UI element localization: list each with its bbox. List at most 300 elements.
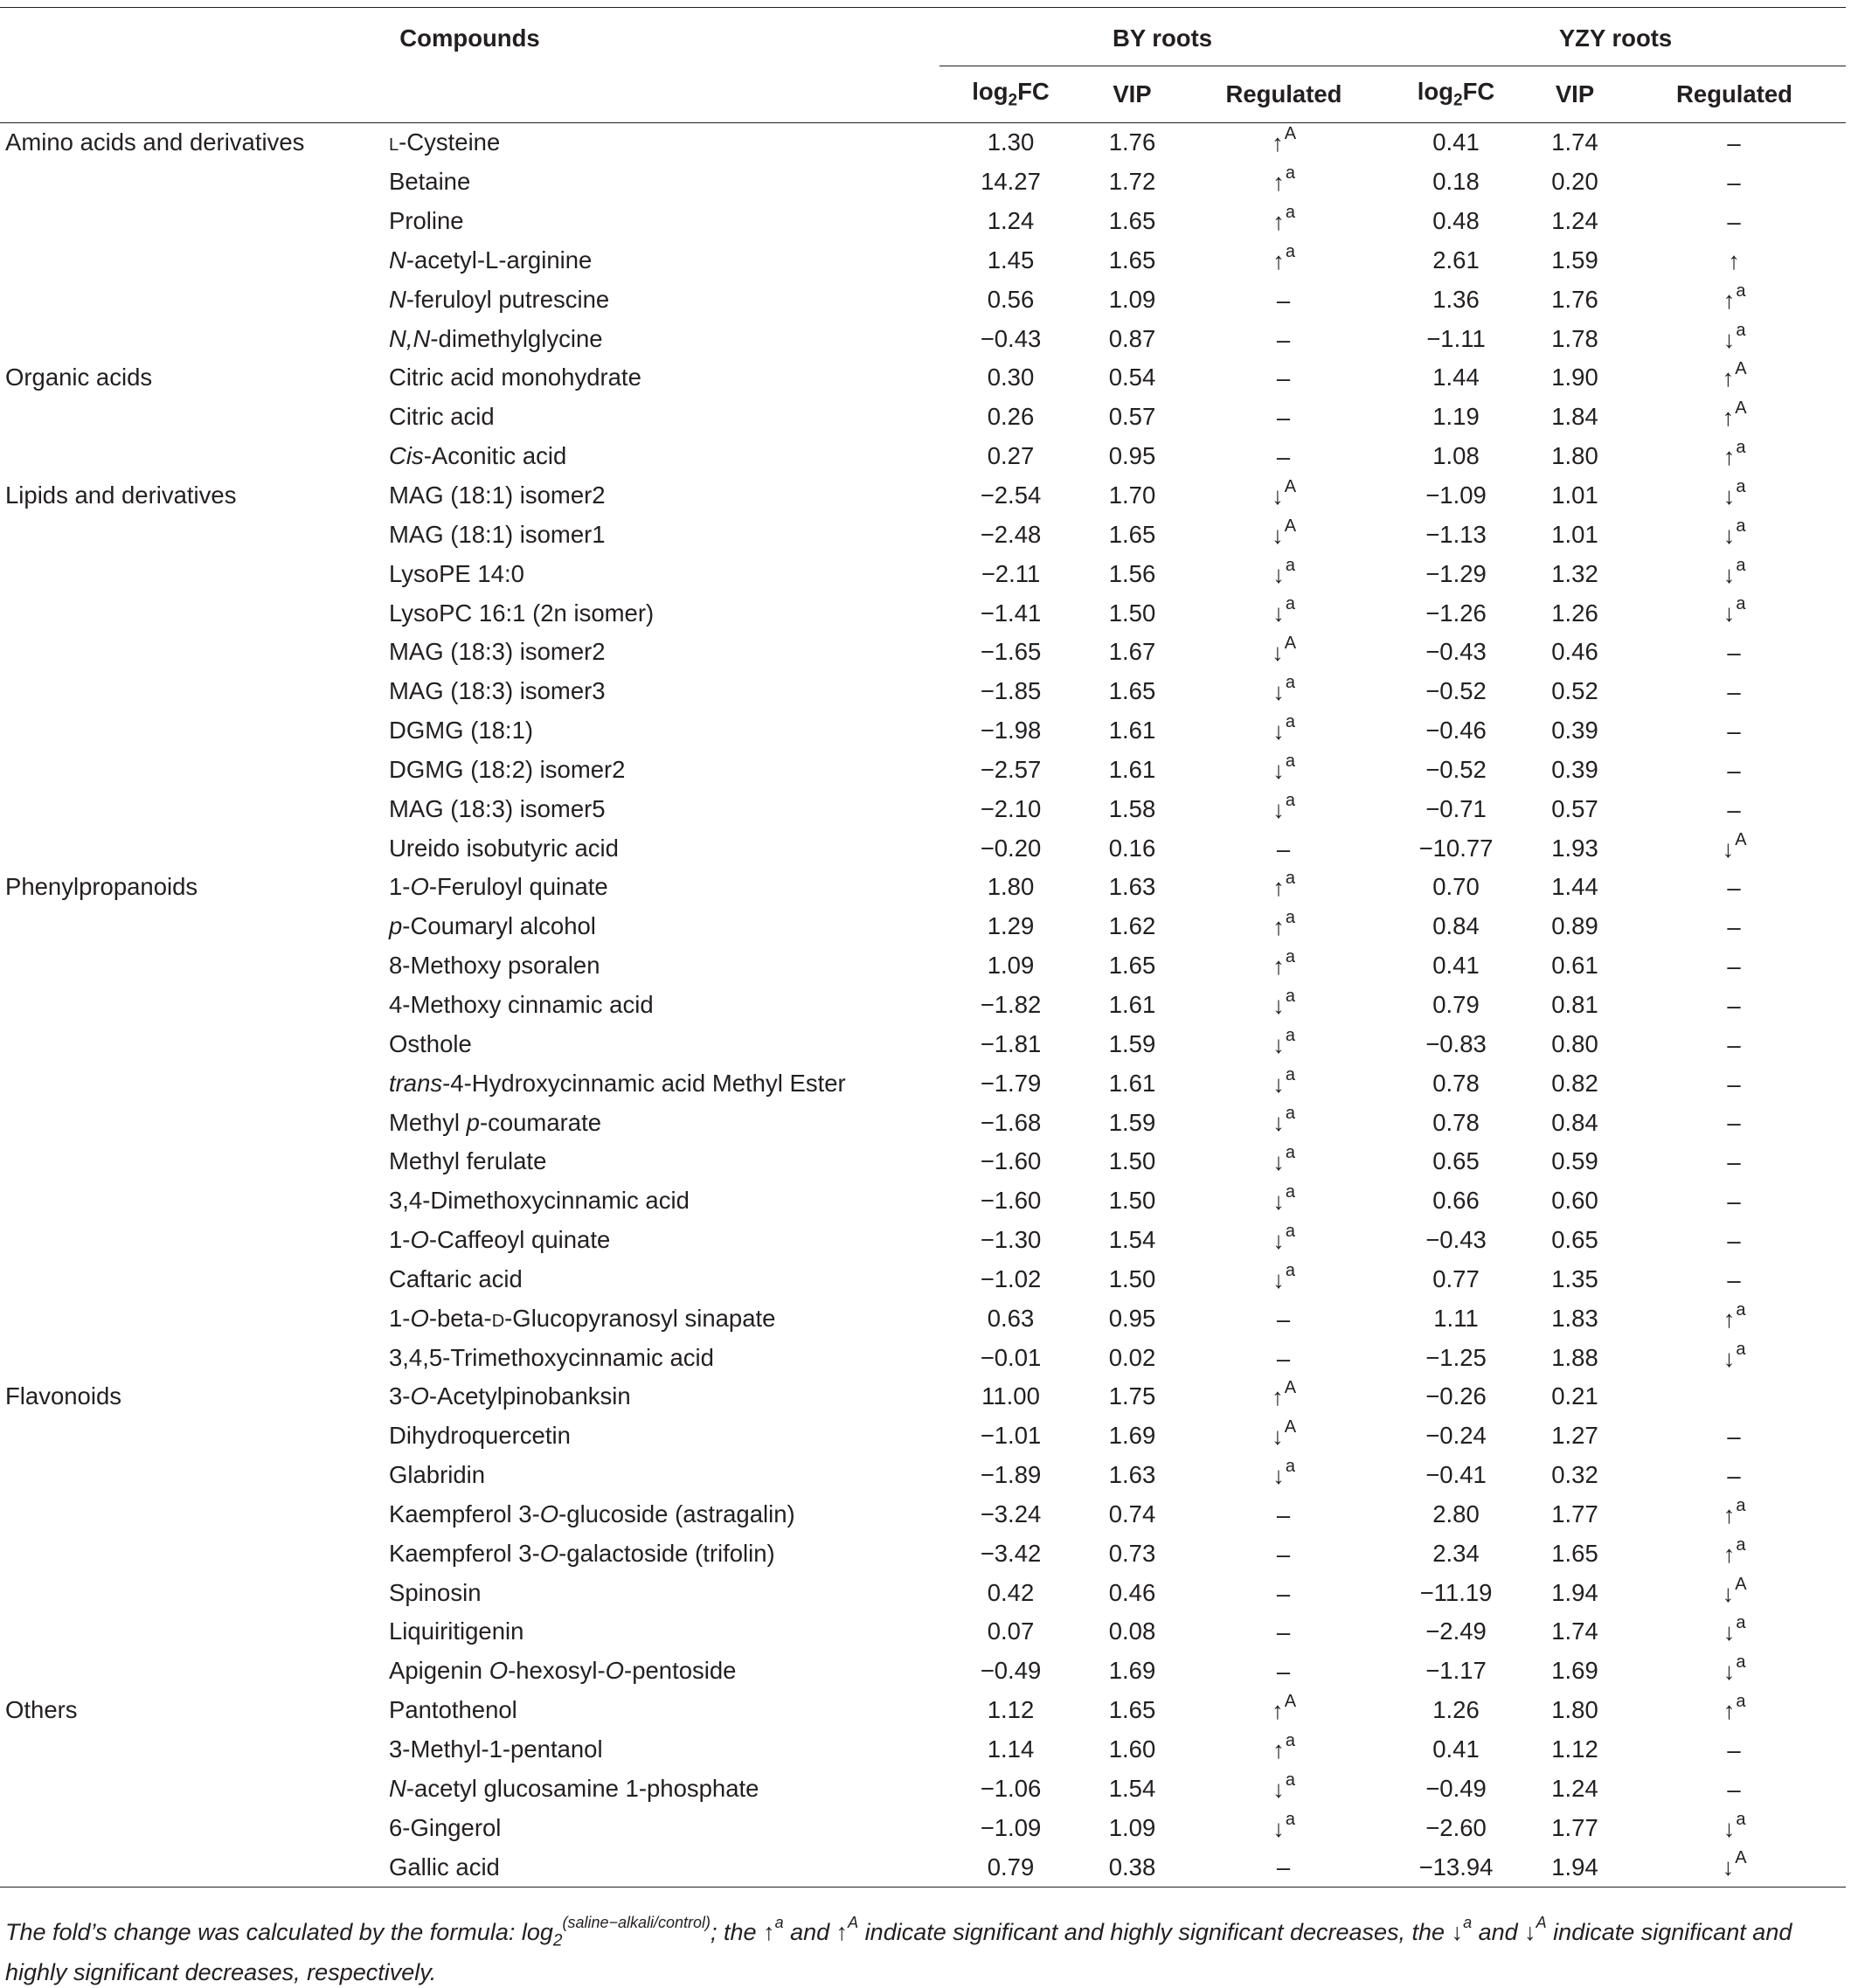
yzy-regulated-value: – xyxy=(1727,208,1741,236)
category-label: Organic acids xyxy=(5,364,153,391)
yzy-regulated-value: – xyxy=(1727,1736,1741,1764)
by-vip-value: 1.54 xyxy=(1108,1774,1156,1802)
by-regulated-value: ↓$^a$ xyxy=(1272,1064,1295,1098)
table-body xyxy=(0,123,1846,1888)
by-log2fc-value: 1.45 xyxy=(987,246,1035,274)
by-vip-value: 1.65 xyxy=(1108,1696,1156,1724)
category-label xyxy=(0,1769,380,1808)
yzy-regulated-value xyxy=(1623,1377,1846,1417)
by-log2fc-value: 0.07 xyxy=(987,1617,1035,1645)
by-vip-value: 1.56 xyxy=(1108,559,1156,587)
yzy-regulated-value: ↑$^A$ xyxy=(1722,359,1747,392)
compound-name: Ureido isobutyric acid xyxy=(389,834,619,862)
yzy-vip-value: 1.69 xyxy=(1551,1657,1598,1685)
yzy-log2fc-value: −0.52 xyxy=(1425,755,1487,783)
yzy-roots-label: YZY roots xyxy=(1558,24,1673,52)
by-vip-value: 0.08 xyxy=(1108,1617,1156,1645)
by-vip-value: 1.50 xyxy=(1108,1264,1156,1292)
yzy-vip-value: 0.52 xyxy=(1551,677,1598,705)
yzy-vip-value: 0.21 xyxy=(1551,1382,1598,1410)
table-row xyxy=(0,1652,1846,1691)
yzy-regulated-value: – xyxy=(1727,795,1741,823)
category-label xyxy=(0,1534,380,1573)
table-row xyxy=(0,1024,1846,1063)
compound-name: Cis-Aconitic acid xyxy=(389,442,567,470)
yzy-log2fc-value: 0.65 xyxy=(1432,1147,1480,1175)
yzy-log2fc-value: −1.25 xyxy=(1425,1343,1487,1371)
by-log2fc-value: 1.09 xyxy=(987,952,1035,980)
by-log2fc-value: −1.68 xyxy=(980,1108,1042,1136)
yzy-regulated-value: – xyxy=(1727,717,1741,745)
yzy-vip-value: 1.32 xyxy=(1551,559,1598,587)
by-vip-value: 1.50 xyxy=(1108,1187,1156,1215)
yzy-log2fc-value: −0.52 xyxy=(1425,677,1487,705)
compound-name: 3,4,5-Trimethoxycinnamic acid xyxy=(389,1343,714,1371)
compound-name: MAG (18:3) isomer2 xyxy=(389,638,606,666)
yzy-vip-value: 1.94 xyxy=(1551,1578,1598,1606)
table-row xyxy=(0,907,1846,946)
by-log2fc-value: −1.09 xyxy=(980,1813,1042,1841)
by-vip-value: 1.62 xyxy=(1108,912,1156,940)
yzy-log2fc-value: −1.11 xyxy=(1426,324,1486,352)
yzy-regulated-value: – xyxy=(1727,1109,1741,1137)
by-log2fc-value: 1.30 xyxy=(987,128,1035,156)
yzy-log2fc-value: −13.94 xyxy=(1418,1853,1494,1881)
category-label xyxy=(0,437,380,476)
category-label xyxy=(0,398,380,437)
yzy-vip-value: 0.61 xyxy=(1551,952,1598,980)
by-regulated-value: ↓$^a$ xyxy=(1272,751,1295,784)
by-vip-value: 0.74 xyxy=(1108,1500,1156,1527)
category-label xyxy=(0,1103,380,1142)
yzy-vip-value: 1.35 xyxy=(1551,1264,1598,1292)
yzy-regulated-value: ↓$^a$ xyxy=(1723,1652,1746,1686)
compound-name: Gallic acid xyxy=(389,1853,500,1881)
table-row xyxy=(0,1730,1846,1770)
yzy-log2fc-value: 0.41 xyxy=(1432,952,1480,980)
table-row xyxy=(0,1495,1846,1534)
by-log2fc-value: 1.14 xyxy=(987,1735,1035,1763)
yzy-regulated-value: – xyxy=(1727,1423,1741,1451)
yzy-regulated-value: ↑$^a$ xyxy=(1723,281,1746,314)
by-log2fc-value: −2.57 xyxy=(980,755,1042,783)
yzy-log2fc-value: 1.44 xyxy=(1432,364,1480,391)
by-vip-value: 1.09 xyxy=(1108,285,1156,313)
by-vip-value: 1.09 xyxy=(1108,1813,1156,1841)
yzy-vip-value: 0.84 xyxy=(1551,1108,1598,1136)
by-vip-value: 1.61 xyxy=(1108,717,1156,745)
by-regulated-value: – xyxy=(1276,1305,1291,1333)
table-row xyxy=(0,202,1846,241)
by-regulated-value: ↑$^A$ xyxy=(1271,124,1297,157)
compound-name: Kaempferol 3-O-glucoside (astragalin) xyxy=(389,1500,795,1527)
category-label xyxy=(0,1338,380,1377)
by-log2fc-value: −1.82 xyxy=(980,990,1042,1018)
category-label: Amino acids and derivatives xyxy=(5,128,305,156)
yzy-log2fc-value: −2.49 xyxy=(1425,1617,1487,1645)
by-log2fc-value: −2.48 xyxy=(980,520,1042,548)
by-vip-value: 1.60 xyxy=(1108,1735,1156,1763)
table-row xyxy=(0,241,1846,281)
by-vip-value: 1.76 xyxy=(1108,128,1156,156)
yzy-regulated-value: ↓$^a$ xyxy=(1723,1809,1746,1842)
table-row xyxy=(0,1063,1846,1103)
category-label xyxy=(0,515,380,554)
yzy-regulated-value: ↓$^a$ xyxy=(1723,1613,1746,1646)
by-regulated-value: ↓$^A$ xyxy=(1271,1417,1297,1451)
compound-name: N-feruloyl putrescine xyxy=(389,285,610,313)
yzy-vip-value: 1.76 xyxy=(1551,285,1598,313)
by-vip-value: 1.58 xyxy=(1108,794,1156,822)
by-vip-value: 1.65 xyxy=(1108,246,1156,274)
yzy-log2fc-header: $\log_2FC$ xyxy=(1385,66,1527,123)
compound-name: L-Cysteine xyxy=(389,128,501,156)
by-regulated-value: – xyxy=(1276,835,1291,862)
yzy-log2fc-value: −0.46 xyxy=(1425,717,1487,745)
category-label xyxy=(0,1142,380,1181)
yzy-log2fc-value: 2.34 xyxy=(1432,1539,1480,1567)
by-log2fc-value: 1.29 xyxy=(987,912,1035,940)
category-label xyxy=(0,986,380,1025)
yzy-log2fc-value: −0.43 xyxy=(1425,1226,1487,1254)
compound-name: Methyl p-coumarate xyxy=(389,1108,602,1136)
yzy-regulated-value: – xyxy=(1727,1148,1741,1176)
by-log2fc-value: 0.27 xyxy=(987,442,1035,470)
by-log2fc-value: −0.43 xyxy=(980,324,1042,352)
by-regulated-value: – xyxy=(1276,443,1291,471)
by-log2fc-value: −1.60 xyxy=(980,1187,1042,1215)
yzy-vip-value: 1.24 xyxy=(1551,207,1598,235)
yzy-vip-value: 1.93 xyxy=(1551,834,1598,862)
yzy-log2fc-value: −0.24 xyxy=(1425,1422,1487,1450)
by-regulated-value: ↓$^a$ xyxy=(1272,712,1295,745)
yzy-log2fc-value: −1.09 xyxy=(1425,481,1487,509)
table-row xyxy=(0,1142,1846,1181)
category-label xyxy=(0,554,380,593)
by-log2fc-value: −1.79 xyxy=(980,1069,1042,1097)
category-label xyxy=(0,1181,380,1221)
compound-name: N-acetyl-L-arginine xyxy=(389,246,593,274)
table-row xyxy=(0,633,1846,672)
yzy-regulated-value: ↑$^a$ xyxy=(1723,1299,1746,1333)
by-vip-value: 1.50 xyxy=(1108,599,1156,627)
yzy-regulated-value: – xyxy=(1727,1462,1741,1490)
table-row xyxy=(0,946,1846,986)
by-vip-value: 1.70 xyxy=(1108,481,1156,509)
yzy-vip-value: 1.83 xyxy=(1551,1304,1598,1332)
compound-name: 8-Methoxy psoralen xyxy=(389,952,600,980)
by-vip-value: 0.16 xyxy=(1108,834,1156,862)
table-row xyxy=(0,1377,1846,1417)
yzy-vip-value: 0.59 xyxy=(1551,1147,1598,1175)
by-vip-value: 1.63 xyxy=(1108,1461,1156,1489)
yzy-regulated-value: ↓$^a$ xyxy=(1723,594,1746,627)
category-label xyxy=(0,1652,380,1691)
category-label xyxy=(0,907,380,946)
compound-name: 3-O-Acetylpinobanksin xyxy=(389,1382,631,1410)
by-log2fc-value: −3.24 xyxy=(980,1500,1042,1527)
table-row xyxy=(0,1259,1846,1299)
yzy-vip-value: 0.60 xyxy=(1551,1187,1598,1215)
yzy-log2fc-value: −11.19 xyxy=(1419,1578,1493,1606)
yzy-regulated-value: ↓$^A$ xyxy=(1722,1848,1747,1881)
yzy-vip-value: 0.39 xyxy=(1551,755,1598,783)
category-label xyxy=(0,711,380,751)
table-row xyxy=(0,476,1846,516)
table-row xyxy=(0,319,1846,358)
category-label xyxy=(0,1024,380,1063)
table-row xyxy=(0,1534,1846,1573)
yzy-regulated-value: – xyxy=(1727,169,1741,197)
yzy-log2fc-value: 1.26 xyxy=(1432,1696,1480,1724)
category-label xyxy=(0,280,380,319)
compound-name: Kaempferol 3-O-galactoside (trifolin) xyxy=(389,1539,775,1567)
compound-name: p-Coumaryl alcohol xyxy=(389,912,596,940)
table-row xyxy=(0,1221,1846,1260)
compound-name: 1-O-Caffeoyl quinate xyxy=(389,1226,611,1254)
compound-name: 3,4-Dimethoxycinnamic acid xyxy=(389,1187,690,1215)
by-log2fc-value: −3.42 xyxy=(980,1539,1042,1567)
yzy-vip-value: 0.32 xyxy=(1551,1461,1598,1489)
yzy-regulated-value: – xyxy=(1727,913,1741,941)
table-row xyxy=(0,1103,1846,1142)
category-label xyxy=(0,593,380,633)
by-regulated-value: ↓$^a$ xyxy=(1272,790,1295,823)
by-roots-header xyxy=(939,8,1385,66)
yzy-vip-value: 0.80 xyxy=(1551,1029,1598,1057)
metabolites-table xyxy=(0,7,1846,1888)
yzy-regulated-value: ↑$^a$ xyxy=(1723,1534,1746,1568)
by-log2fc-value: −1.98 xyxy=(980,717,1042,745)
by-regulated-value: – xyxy=(1276,1540,1291,1568)
by-log2fc-value: 0.26 xyxy=(987,403,1035,431)
yzy-regulated-value: – xyxy=(1727,1188,1741,1216)
table-row xyxy=(0,163,1846,202)
yzy-log2fc-value: 1.11 xyxy=(1433,1304,1479,1332)
by-regulated-value: – xyxy=(1276,1618,1291,1646)
by-log2fc-value: −1.65 xyxy=(980,638,1042,666)
by-regulated-header: Regulated xyxy=(1182,66,1385,123)
by-regulated-value: – xyxy=(1276,286,1291,314)
compound-name: MAG (18:3) isomer3 xyxy=(389,677,606,705)
category-label xyxy=(0,1730,380,1770)
category-label xyxy=(0,789,380,828)
table-row xyxy=(0,1299,1846,1338)
compound-name: Citric acid xyxy=(389,403,495,431)
yzy-vip-value: 1.59 xyxy=(1551,246,1598,274)
by-log2fc-value: −1.02 xyxy=(980,1264,1042,1292)
by-regulated-value: ↓$^a$ xyxy=(1272,986,1295,1020)
compound-name: trans-4-Hydroxycinnamic acid Methyl Ester xyxy=(389,1069,846,1097)
by-log2fc-value: −2.54 xyxy=(980,481,1042,509)
compound-name: MAG (18:1) isomer1 xyxy=(389,520,606,548)
by-regulated-value: ↑$^a$ xyxy=(1272,163,1295,197)
compound-name: Glabridin xyxy=(389,1461,486,1489)
yzy-log2fc-value: 0.79 xyxy=(1432,990,1480,1018)
category-label xyxy=(0,163,380,202)
yzy-regulated-value: – xyxy=(1727,1030,1741,1058)
yzy-log2fc-value: −2.60 xyxy=(1425,1813,1487,1841)
category-label xyxy=(0,1299,380,1338)
yzy-log2fc-value: 1.08 xyxy=(1432,442,1480,470)
yzy-regulated-value: – xyxy=(1727,639,1741,667)
by-vip-value: 1.65 xyxy=(1108,207,1156,235)
yzy-log2fc-value: 0.78 xyxy=(1432,1069,1480,1097)
by-log2fc-value: 0.42 xyxy=(987,1578,1035,1606)
by-vip-value: 1.75 xyxy=(1108,1382,1156,1410)
yzy-vip-value: 1.74 xyxy=(1551,128,1598,156)
yzy-log2fc-value: 0.18 xyxy=(1432,168,1480,196)
by-regulated-value: ↓$^a$ xyxy=(1272,1457,1295,1490)
table-footnote: The fold’s change was calculated by the formula: $\log_2^{(saline-alkali/control)}$; the ↑$^a$ and ↑$^A$ indicate significant and highly significant decreases, the ↓$^a$ and ↓$^A$ indicate significant and highly significant decreases, respectively. xyxy=(5,1914,1792,1986)
by-log2fc-value: −1.30 xyxy=(980,1226,1042,1254)
table-header xyxy=(0,8,1846,123)
yzy-log2fc-value: 0.78 xyxy=(1432,1108,1480,1136)
yzy-log2fc-value: 0.66 xyxy=(1432,1187,1480,1215)
by-log2fc-value: −2.10 xyxy=(980,794,1042,822)
compound-name: 6-Gingerol xyxy=(389,1813,502,1841)
table-row xyxy=(0,280,1846,319)
by-regulated-value: ↑$^A$ xyxy=(1271,1692,1297,1725)
compound-name: DGMG (18:1) xyxy=(389,717,534,745)
by-log2fc-value: −1.01 xyxy=(980,1422,1042,1450)
yzy-vip-value: 1.12 xyxy=(1551,1735,1598,1763)
by-regulated-value: ↓$^a$ xyxy=(1272,673,1295,706)
yzy-regulated-value: ↓$^a$ xyxy=(1723,476,1746,510)
yzy-vip-value: 1.90 xyxy=(1551,364,1598,391)
by-log2fc-header: $\log_2FC$ xyxy=(939,66,1082,123)
yzy-regulated-value: – xyxy=(1727,1775,1741,1803)
yzy-log2fc-value: 0.41 xyxy=(1432,128,1480,156)
by-vip-value: 1.63 xyxy=(1108,873,1156,901)
by-regulated-value: – xyxy=(1276,364,1291,392)
compound-name: Spinosin xyxy=(389,1578,482,1606)
by-vip-value: 0.87 xyxy=(1108,324,1156,352)
yzy-vip-value: 1.80 xyxy=(1551,1696,1598,1724)
yzy-vip-header: VIP xyxy=(1527,66,1623,123)
table-row xyxy=(0,1181,1846,1221)
by-roots-label: BY roots xyxy=(1112,24,1213,52)
category-label xyxy=(0,241,380,281)
by-log2fc-value: −1.41 xyxy=(980,599,1042,627)
compound-name: DGMG (18:2) isomer2 xyxy=(389,755,626,783)
table-row xyxy=(0,1573,1846,1612)
yzy-log2fc-value: 2.80 xyxy=(1432,1500,1480,1527)
by-log2fc-value: 0.30 xyxy=(987,364,1035,391)
compound-name: 3-Methyl-1-pentanol xyxy=(389,1735,603,1763)
yzy-log2fc-value: −0.49 xyxy=(1425,1774,1487,1802)
yzy-regulated-value: – xyxy=(1727,1070,1741,1098)
by-regulated-value: ↓$^a$ xyxy=(1272,555,1295,588)
yzy-vip-value: 1.77 xyxy=(1551,1500,1598,1527)
yzy-log2fc-value: 1.19 xyxy=(1432,403,1480,431)
yzy-vip-value: 1.27 xyxy=(1551,1422,1598,1450)
yzy-log2fc-value: −1.26 xyxy=(1425,599,1487,627)
yzy-vip-value: 1.26 xyxy=(1551,599,1598,627)
compounds-header: Compounds xyxy=(399,24,540,52)
yzy-vip-value: 0.82 xyxy=(1551,1069,1598,1097)
category-label xyxy=(0,202,380,241)
by-vip-value: 0.57 xyxy=(1108,403,1156,431)
table-row xyxy=(0,711,1846,751)
category-label: Flavonoids xyxy=(5,1382,121,1410)
by-regulated-value: ↓$^a$ xyxy=(1272,594,1295,627)
yzy-vip-value: 1.01 xyxy=(1551,481,1598,509)
by-regulated-value: ↑$^a$ xyxy=(1272,908,1295,941)
category-label xyxy=(0,1847,380,1887)
yzy-log2fc-value: 0.84 xyxy=(1432,912,1480,940)
by-regulated-value: ↓$^a$ xyxy=(1272,1104,1295,1137)
yzy-regulated-value: ↓$^a$ xyxy=(1723,1339,1746,1372)
by-log2fc-value: −1.81 xyxy=(980,1029,1042,1057)
table-row xyxy=(0,868,1846,907)
by-regulated-value: – xyxy=(1276,325,1291,353)
by-regulated-value: – xyxy=(1276,1501,1291,1529)
category-label: Lipids and derivatives xyxy=(5,481,237,509)
by-vip-value: 1.59 xyxy=(1108,1108,1156,1136)
by-regulated-value: ↑$^a$ xyxy=(1272,203,1295,236)
compound-name: Betaine xyxy=(389,168,471,196)
by-vip-value: 1.61 xyxy=(1108,755,1156,783)
by-log2fc-value: −0.20 xyxy=(980,834,1042,862)
yzy-vip-value: 1.74 xyxy=(1551,1617,1598,1645)
table-row xyxy=(0,1417,1846,1456)
compound-name: N-acetyl glucosamine 1-phosphate xyxy=(389,1774,759,1802)
yzy-log2fc-value: 2.61 xyxy=(1432,246,1480,274)
table-row xyxy=(0,1769,1846,1808)
yzy-regulated-value: ↑$^A$ xyxy=(1722,398,1747,432)
yzy-regulated-value: ↑$^a$ xyxy=(1723,1692,1746,1725)
compound-name: Dihydroquercetin xyxy=(389,1422,571,1450)
yzy-regulated-value: ↓$^A$ xyxy=(1722,1574,1747,1607)
by-vip-value: 1.61 xyxy=(1108,990,1156,1018)
compound-name: Osthole xyxy=(389,1029,472,1057)
yzy-vip-value: 1.65 xyxy=(1551,1539,1598,1567)
by-log2fc-value: 11.00 xyxy=(981,1382,1040,1410)
by-regulated-value: ↓$^a$ xyxy=(1272,1182,1295,1216)
yzy-regulated-value: ↓$^A$ xyxy=(1722,829,1747,862)
by-regulated-value: ↑$^a$ xyxy=(1272,947,1295,980)
compound-name: Proline xyxy=(389,207,464,235)
by-regulated-value: ↑$^a$ xyxy=(1272,869,1295,902)
yzy-log2fc-value: 0.77 xyxy=(1432,1264,1480,1292)
table-row xyxy=(0,1847,1846,1887)
compound-name: MAG (18:3) isomer5 xyxy=(389,794,606,822)
compound-name: MAG (18:1) isomer2 xyxy=(389,481,606,509)
yzy-regulated-header: Regulated xyxy=(1623,66,1846,123)
by-regulated-value: ↓$^a$ xyxy=(1272,1770,1295,1803)
by-regulated-value: ↑$^a$ xyxy=(1272,241,1295,275)
yzy-vip-value: 1.88 xyxy=(1551,1343,1598,1371)
by-vip-value: 1.67 xyxy=(1108,638,1156,666)
yzy-log2fc-value: −1.29 xyxy=(1425,559,1487,587)
table-row xyxy=(0,789,1846,828)
category-label: Others xyxy=(5,1696,78,1724)
yzy-vip-value: 1.84 xyxy=(1551,403,1598,431)
category-label xyxy=(0,319,380,358)
compound-name: N,N-dimethylglycine xyxy=(389,324,603,352)
table-row xyxy=(0,986,1846,1025)
compound-name: Citric acid monohydrate xyxy=(389,364,641,391)
by-vip-value: 0.02 xyxy=(1108,1343,1156,1371)
yzy-vip-value: 1.24 xyxy=(1551,1774,1598,1802)
category-label xyxy=(0,828,380,868)
by-vip-value: 1.69 xyxy=(1108,1657,1156,1685)
yzy-vip-value: 1.94 xyxy=(1551,1853,1598,1881)
compound-name: Apigenin O-hexosyl-O-pentoside xyxy=(389,1657,737,1685)
table-row xyxy=(0,1808,1846,1847)
by-log2fc-value: −0.49 xyxy=(980,1657,1042,1685)
